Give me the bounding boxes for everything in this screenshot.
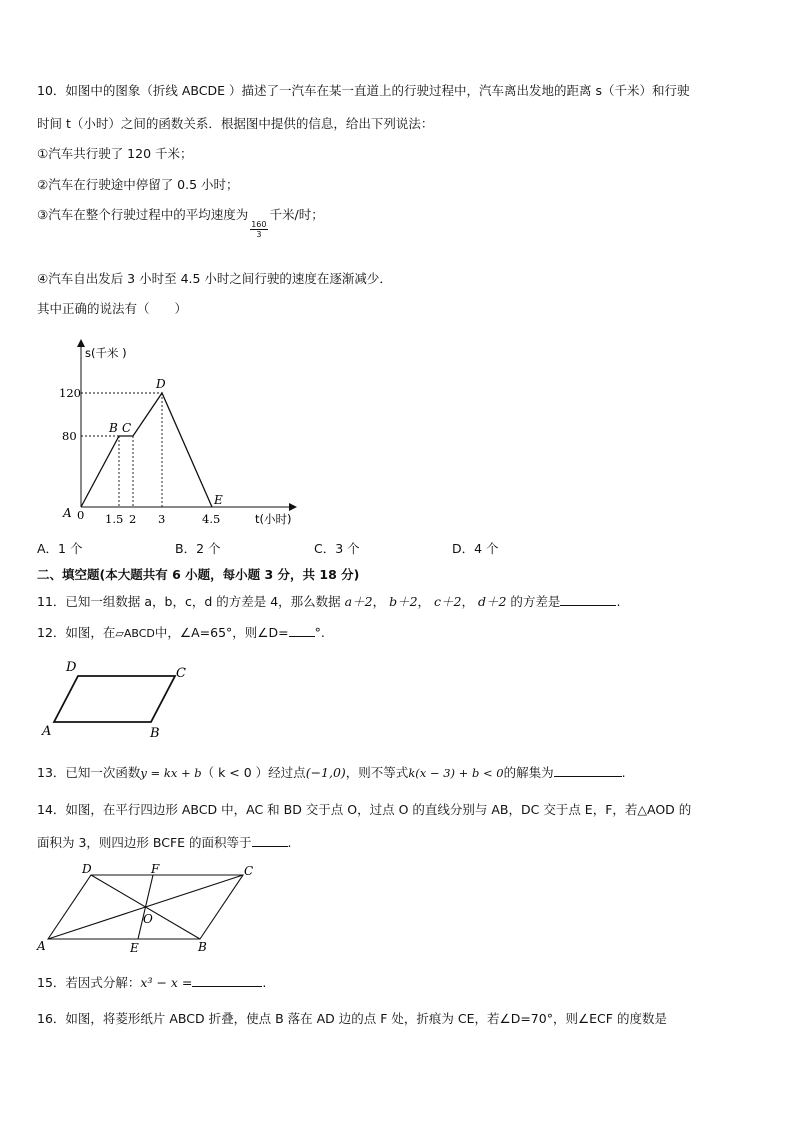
q14-parallelogram-figure [33,860,263,956]
x-axis-arrow [289,503,297,511]
answer-blank [289,624,315,637]
vertex-b: B [150,726,160,739]
x-tick-2: 2 [129,512,137,526]
y-tick-120: 120 [59,386,81,400]
q11-item-2: b＋2 [389,594,418,609]
vertex-a: A [42,724,52,739]
q10-s3-fraction [250,220,267,239]
point-o: O [143,912,153,926]
q11-item-1: a＋2 [344,594,373,609]
fraction-denominator: 3 [256,230,262,239]
point-d-label: D [156,377,166,391]
q14-line2: 面积为 3，则四边形 BCFE 的面积等于 . [37,835,292,850]
x-tick-1-5: 1.5 [105,512,124,526]
x-tick-0: 0 [77,508,85,522]
point-e-label: E [214,493,223,507]
q10-line2: 时间 t（小时）之间的函数关系．根据图中提供的信息，给出下列说法： [37,116,434,131]
x-tick-3: 3 [158,512,166,526]
q13-middle: ，则不等式 [345,765,409,780]
q11-suffix: 的方差是 [510,594,561,609]
answer-blank [252,834,288,847]
point-a-label: A [63,506,72,520]
fraction-numerator: 160 [251,220,267,229]
q10-statement-3 [37,206,324,239]
q12-prefix: 12．如图，在 [37,625,116,640]
q12-parallelogram-figure [40,657,200,739]
point-c-label: C [122,421,132,435]
polyline-abcde [81,393,212,507]
q13-function: y = kx + b [140,766,202,780]
q13-point: (−1,0) [305,765,346,780]
vertex-d: D [66,660,77,675]
q11-item-3: c＋2 [434,594,462,609]
q10-question: 其中正确的说法有（ ） [37,301,188,316]
option-b: B．2 个 [175,541,221,556]
q14-line2-text: 面积为 3，则四边形 BCFE 的面积等于 [37,835,252,850]
q10-statement-2: ②汽车在行驶途中停留了 0.5 小时； [37,177,239,192]
q13-inequality: k(x − 3) + b < 0 [408,766,504,780]
q10-s3-prefix: ③汽车在整个行驶过程中的平均速度为 [37,207,249,222]
q14-line1: 14．如图，在平行四边形 ABCD 中，AC 和 BD 交于点 O，过点 O 的直线分别与 AB，DC 交于点 E，F，若△AOD 的 [37,802,692,817]
q10-s3-suffix: 千米/时； [269,207,324,222]
point-f: F [151,862,160,876]
q13: 13．已知一次函数y = kx + b（ k < 0 ）经过点(−1,0)，则不等式k(x − 3) + b < 0的解集为 . [37,765,626,780]
q13-suffix: 的解集为 [503,765,554,780]
vertex-b: B [198,940,207,954]
q10-line1: 10．如图中的图象（折线 ABCDE ）描述了一汽车在某一直道上的行驶过程中，汽车离出发地的距离 s（千米）和行驶 [37,83,690,98]
y-axis-arrow [77,339,85,347]
point-b-label: B [109,421,118,435]
option-a: A．1 个 [37,541,83,556]
y-tick-80: 80 [62,429,77,443]
vertex-a: A [37,939,46,953]
parallelogram-symbol-text: ▱ABCD [115,627,155,640]
answer-blank [192,974,262,987]
q15-expression: x³ − x = [140,975,193,990]
x-axis-label: t(小时) [255,512,292,526]
q15-prefix: 15．若因式分解： [37,975,141,990]
distance-time-graph [55,335,305,530]
q15 [37,974,266,991]
q11-prefix: 11．已知一组数据 a，b，c，d 的方差是 4，那么数据 [37,594,341,609]
q12 [37,624,325,642]
answer-blank [560,593,616,606]
option-d: D．4 个 [452,541,499,556]
q12-suffix: °. [314,625,325,640]
q13-prefix: 13．已知一次函数 [37,765,141,780]
vertex-c: C [244,864,254,878]
section-2-heading: 二、填空题(本大题共有 6 小题，每小题 3 分，共 18 分) [37,567,360,582]
q10-statement-1: ①汽车共行驶了 120 千米； [37,146,193,161]
q10-statement-4: ④汽车自出发后 3 小时至 4.5 小时之间行驶的速度在逐渐减少． [37,271,392,286]
option-c: C．3 个 [314,541,360,556]
q13-condition: （ k < 0 ）经过点 [201,765,306,780]
q15-suffix: . [262,975,267,990]
y-axis-label: s(千米 ) [85,346,127,360]
q12-middle: 中，∠A=65°，则∠D= [154,625,289,640]
x-tick-4-5: 4.5 [202,512,221,526]
line-ef [138,875,153,939]
q11-item-4: d＋2 [477,594,507,609]
parallelogram-abcd [54,676,175,722]
answer-blank [554,764,622,777]
vertex-c: C [176,666,186,681]
vertex-d: D [82,862,92,876]
point-e: E [130,941,139,955]
q16: 16．如图，将菱形纸片 ABCD 折叠，使点 B 落在 AD 边的点 F 处，折痕为 CE，若∠D=70°，则∠ECF 的度数是 [37,1011,667,1026]
q11: 11．已知一组数据 a，b，c，d 的方差是 4，那么数据 a＋2， b＋2， c＋2， d＋2 的方差是 . [37,594,621,609]
